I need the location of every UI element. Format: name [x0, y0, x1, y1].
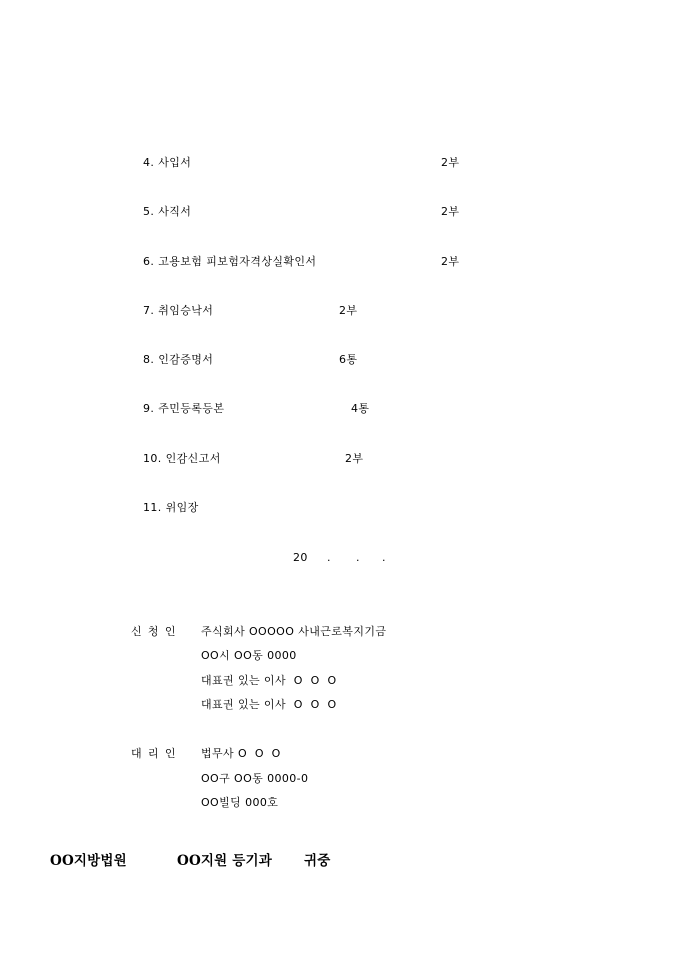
date-dot: . [356, 551, 360, 564]
agent-name: 법무사 O O O [201, 747, 281, 760]
applicant-address: OO시 OO동 0000 [201, 649, 297, 662]
attachment-item-count: 6통 [339, 353, 358, 366]
agent-building: OO빌딩 000호 [201, 796, 279, 809]
attachment-item-count: 2부 [339, 304, 358, 317]
attachment-item-name: 4. 사입서 [143, 156, 192, 169]
attachment-item-count: 2부 [441, 205, 460, 218]
applicant-label: 신 청 인 [131, 625, 176, 638]
agent-label: 대 리 인 [131, 747, 176, 760]
applicant-representative: 대표권 있는 이사 O O O [201, 698, 337, 711]
attachment-item-name: 8. 인감증명서 [143, 353, 214, 366]
date-dot: . [327, 551, 331, 564]
applicant-company: 주식회사 OOOOO 사내근로복지기금 [201, 625, 387, 638]
court-district: OO지방법원 [50, 853, 127, 869]
court-branch: OO지원 등기과 [177, 853, 273, 869]
attachment-item-name: 11. 위임장 [143, 501, 199, 514]
court-addressee [50, 849, 331, 929]
attachment-item-name: 5. 사직서 [143, 205, 192, 218]
date-dot: . [382, 551, 386, 564]
date-year-prefix: 20 [293, 551, 308, 564]
attachment-item-name: 10. 인감신고서 [143, 452, 221, 465]
attachment-item-count: 4통 [351, 402, 370, 415]
court-suffix: 귀중 [304, 853, 331, 869]
agent-address: OO구 OO동 0000-0 [201, 772, 309, 785]
attachment-item-name: 9. 주민등록등본 [143, 402, 225, 415]
attachment-item-name: 7. 취임승낙서 [143, 304, 214, 317]
applicant-representative: 대표권 있는 이사 O O O [201, 674, 337, 687]
attachment-item-name: 6. 고용보험 피보험자격상실확인서 [143, 255, 317, 268]
attachment-item-count: 2부 [441, 156, 460, 169]
attachment-item-count: 2부 [441, 255, 460, 268]
attachment-item-count: 2부 [345, 452, 364, 465]
